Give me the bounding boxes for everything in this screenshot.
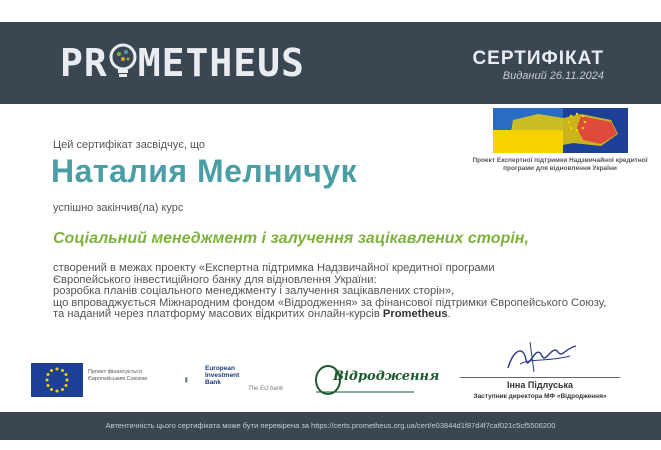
description-line: створений в межах проекту «Експертна підтримка Надзвичайної кредитної програми — [53, 262, 495, 274]
lightbulb-icon — [108, 43, 138, 81]
description-line: що впроваджується Міжнародним фондом «Відродження» за фінансової підтримки Європейського Союзу, — [53, 296, 607, 309]
description-last-suffix: . — [447, 308, 451, 320]
description-line: Європейського інвестиційного банку для відновлення України: — [53, 273, 377, 286]
intro-text: Цей сертифікат засвідчує, що — [53, 139, 206, 151]
eu-flag-icon — [31, 363, 83, 397]
signature-line — [460, 377, 620, 378]
signatory-name: Інна Підлуська — [507, 380, 573, 390]
eib-name — [205, 365, 239, 386]
description-line: розробка планів соціального менеджменту і залучення зацікавлених сторін», — [53, 285, 455, 297]
eu-caption: Проект фінансується Європейським Союзом — [88, 369, 147, 382]
issue-date: Виданий 26.11.2024 — [502, 70, 604, 82]
eib-logo-icon — [185, 364, 203, 396]
partner-logos — [0, 350, 661, 410]
eib-line2: Investment — [205, 372, 240, 379]
project-caption: Проект Експертної підтримки Надзвичайної кредитної програми для відновлення України — [472, 157, 648, 172]
signature-icon — [500, 338, 580, 378]
course-title: Соціальний менеджмент і залучення зацікавлених сторін, — [53, 230, 529, 247]
description-last-prefix: та наданий через платформу масових відкритих онлайн-курсів — [53, 308, 383, 320]
signatory-role: Заступник директора МФ «Відродження» — [473, 393, 607, 400]
logo-text: PR — [60, 41, 108, 85]
prometheus-logo — [60, 43, 305, 83]
completed-text: успішно закінчив(ла) курс — [53, 202, 184, 214]
platform-name: Prometheus — [382, 308, 448, 320]
certificate-footer — [0, 412, 661, 440]
description-line — [53, 309, 643, 321]
ukraine-eu-map-icon — [493, 108, 628, 153]
vidrodzhennia-name: Відродження — [333, 369, 440, 384]
logo-text-rest: METHEUS — [137, 41, 305, 85]
eib-line1: European — [205, 365, 235, 372]
certificate-header — [0, 22, 661, 104]
eib-subtitle: The EU bank — [248, 386, 284, 392]
certificate-title: СЕРТИФІКАТ — [472, 48, 604, 69]
course-description — [53, 263, 643, 321]
eib-line3: Bank — [205, 379, 221, 386]
verification-text: Автентичність цього сертифіката може бути перевірена за https://certs.prometheus.org.ua/cert/e03844d1f87d4f7caf021c5cf5506200 — [105, 421, 556, 430]
recipient-name: Наталия Мелничук — [51, 153, 358, 189]
